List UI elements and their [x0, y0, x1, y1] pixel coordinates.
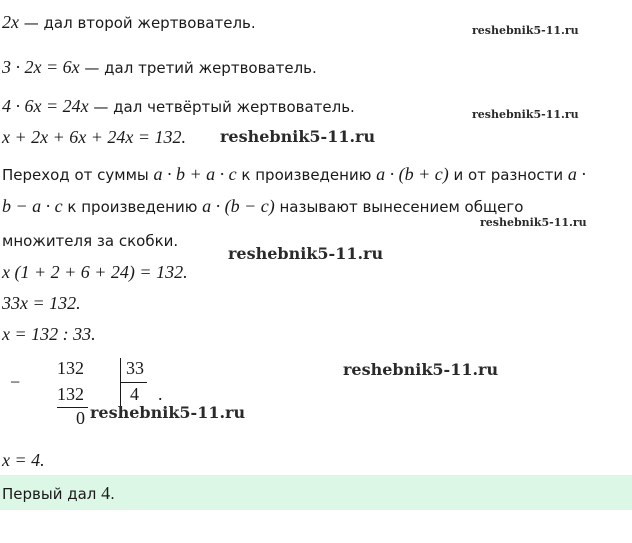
- equation-result: [2, 450, 45, 471]
- math-expression: 4 · 6x = 24x: [2, 96, 89, 116]
- equation-sum: [2, 127, 186, 148]
- math-expression: a · (b + c): [376, 164, 449, 184]
- answer-text: Первый дал 4.: [2, 483, 115, 503]
- equation-factored: [2, 262, 188, 283]
- dividend: 132: [57, 358, 84, 378]
- equation-simplified: [2, 293, 81, 314]
- watermark: reshebnik5-11.ru: [472, 108, 579, 121]
- watermark: reshebnik5-11.ru: [343, 360, 499, 379]
- math-expression: x + 2x + 6x + 24x = 132.: [2, 127, 187, 147]
- text: — дал второй жертвователь.: [19, 14, 256, 32]
- math-expression: a · b + a · c: [153, 164, 237, 184]
- subtrahend: 132: [57, 384, 84, 404]
- answer-box: [0, 475, 632, 510]
- answer-value: 4: [101, 483, 111, 503]
- equation-third-donor: [2, 57, 317, 78]
- remainder: 0: [76, 408, 85, 428]
- divisor: 33: [126, 358, 144, 378]
- minus-sign: −: [10, 372, 21, 392]
- paragraph-line-1: Переход от суммы a · b + a · c к произведению a · (b + c) и от разности a ·: [2, 164, 586, 184]
- paragraph-line-2: b − a · c к произведению a · (b − c) называют вынесением общего: [2, 196, 524, 216]
- watermark: reshebnik5-11.ru: [228, 244, 384, 263]
- math-expression: a ·: [567, 164, 586, 184]
- quotient: 4: [130, 384, 139, 404]
- math-expression: x = 4.: [2, 450, 45, 470]
- division-bracket-vertical: [120, 358, 121, 408]
- watermark: reshebnik5-11.ru: [472, 24, 579, 37]
- math-expression: 3 · 2x = 6x: [2, 57, 80, 77]
- math-expression: a · (b − c): [202, 196, 275, 216]
- math-expression: x (1 + 2 + 6 + 24) = 132.: [2, 262, 188, 282]
- watermark: reshebnik5-11.ru: [90, 403, 246, 422]
- math-expression: b − a · c: [2, 196, 63, 216]
- equation-fourth-donor: [2, 96, 355, 117]
- equation-division: [2, 324, 96, 345]
- equation-second-donor: [2, 12, 256, 33]
- text: — дал третий жертвователь.: [79, 59, 317, 77]
- division-bracket-horizontal: [121, 382, 147, 383]
- math-expression: 2x: [2, 12, 19, 32]
- text: — дал четвёртый жертвователь.: [88, 98, 355, 116]
- watermark: reshebnik5-11.ru: [220, 127, 376, 146]
- period: .: [158, 384, 163, 404]
- paragraph-line-3: множителя за скобки.: [2, 232, 179, 250]
- math-expression: x = 132 : 33.: [2, 324, 96, 344]
- watermark: reshebnik5-11.ru: [480, 216, 587, 229]
- math-expression: 33x = 132.: [2, 293, 81, 313]
